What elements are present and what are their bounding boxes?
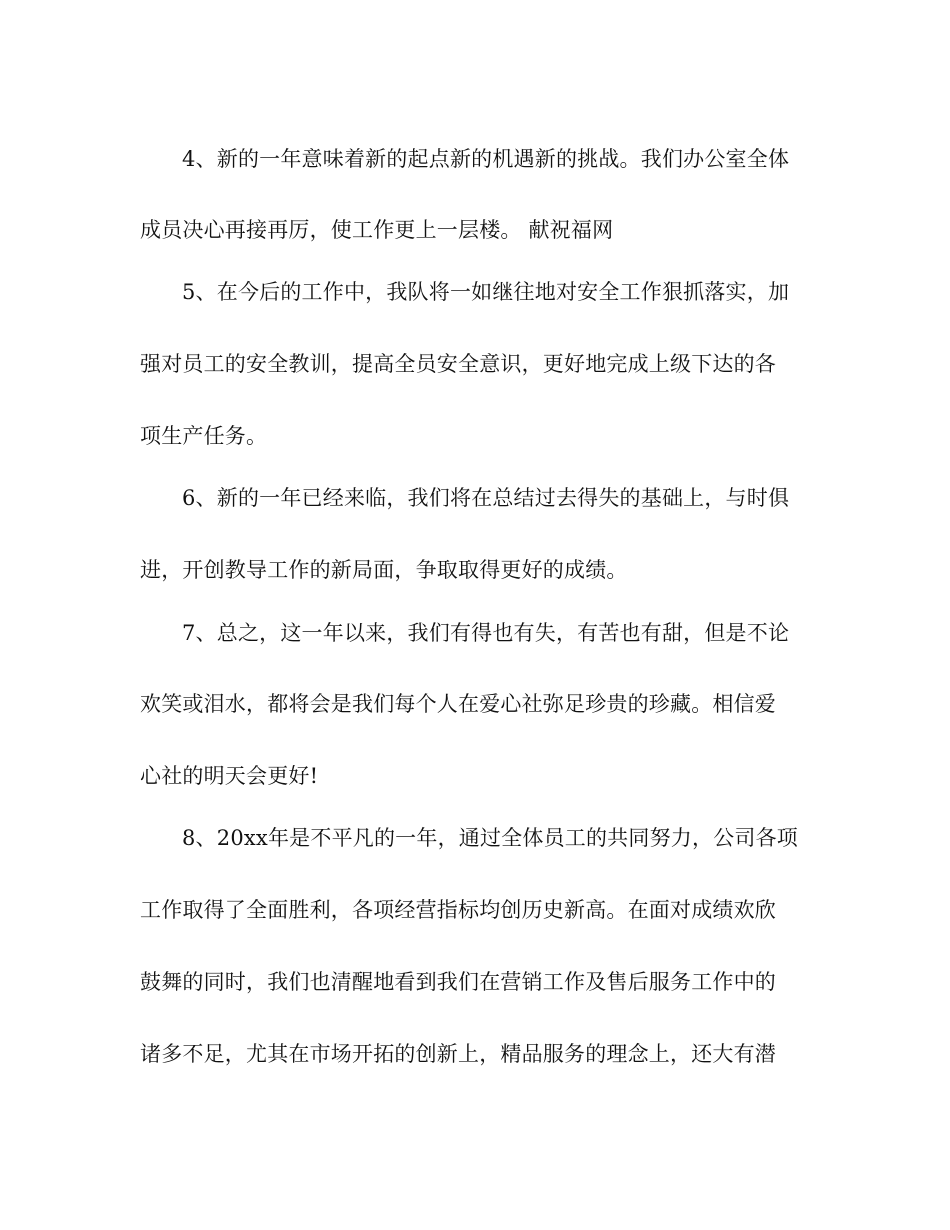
paragraph-4-line-1: 4、新的一年意味着新的起点新的机遇新的挑战。我们办公室全体 xyxy=(182,147,790,171)
paragraph-6-line-1: 6、新的一年已经来临，我们将在总结过去得失的基础上，与时俱 xyxy=(182,486,790,510)
paragraph-7-line-3: 心社的明天会更好! xyxy=(140,764,319,788)
paragraph-5-line-3: 项生产任务。 xyxy=(140,424,268,448)
paragraph-5-line-2: 强对员工的安全教训，提高全员安全意识，更好地完成上级下达的各 xyxy=(140,352,776,376)
paragraph-8-line-2: 工作取得了全面胜利，各项经营指标均创历史新高。在面对成绩欢欣 xyxy=(140,898,776,922)
paragraph-7-line-2: 欢笑或泪水，都将会是我们每个人在爱心社弥足珍贵的珍藏。相信爱 xyxy=(140,692,776,716)
paragraph-7-line-1: 7、总之，这一年以来，我们有得也有失，有苦也有甜，但是不论 xyxy=(182,621,790,645)
paragraph-5-line-1: 5、在今后的工作中，我队将一如继往地对安全工作狠抓落实，加 xyxy=(182,280,790,304)
paragraph-6-line-2: 进，开创教导工作的新局面，争取取得更好的成绩。 xyxy=(140,558,628,582)
paragraph-4-line-2: 成员决心再接再厉，使工作更上一层楼。 献祝福网 xyxy=(140,218,614,242)
paragraph-8-line-1: 8、20xx年是不平凡的一年，通过全体员工的共同努力，公司各项 xyxy=(182,826,798,850)
paragraph-8-line-3: 鼓舞的同时，我们也清醒地看到我们在营销工作及售后服务工作中的 xyxy=(140,970,776,994)
paragraph-8-line-4: 诸多不足，尤其在市场开拓的创新上，精品服务的理念上，还大有潜 xyxy=(140,1042,776,1066)
